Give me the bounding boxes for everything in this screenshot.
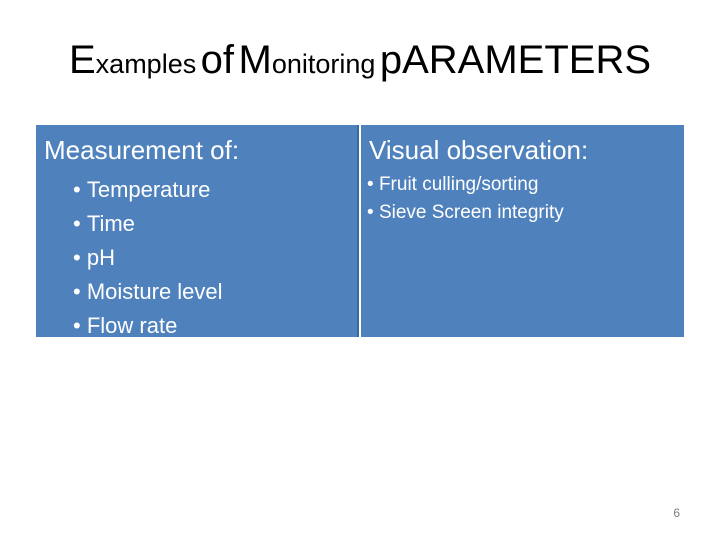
visual-observation-panel [361, 125, 684, 337]
title-part3-cap: M [238, 38, 272, 82]
slide-title [0, 40, 720, 80]
title-part3-rest: onitoring [271, 49, 376, 79]
observation-item-sieve-screen: • Sieve Screen integrity [367, 199, 564, 227]
measurement-item-ph: • pH [73, 241, 223, 275]
page-number: 6 [673, 506, 680, 520]
measurement-item-temperature: • Temperature [73, 173, 223, 207]
title-part1-cap: E [68, 38, 96, 82]
title-part2: of [200, 38, 235, 82]
observation-item-fruit-culling: • Fruit culling/sorting [367, 171, 564, 199]
measurement-item-flow-rate: • Flow rate [73, 309, 223, 343]
visual-observation-heading: Visual observation: [369, 135, 589, 165]
measurement-item-time: • Time [73, 207, 223, 241]
measurement-list [73, 173, 223, 343]
visual-observation-list [367, 171, 564, 227]
measurement-item-moisture: • Moisture level [73, 275, 223, 309]
measurement-heading: Measurement of: [44, 135, 240, 165]
measurement-panel [36, 125, 359, 337]
title-part4: pARAMETERS [379, 38, 652, 82]
title-part1-rest: xamples [95, 49, 197, 79]
